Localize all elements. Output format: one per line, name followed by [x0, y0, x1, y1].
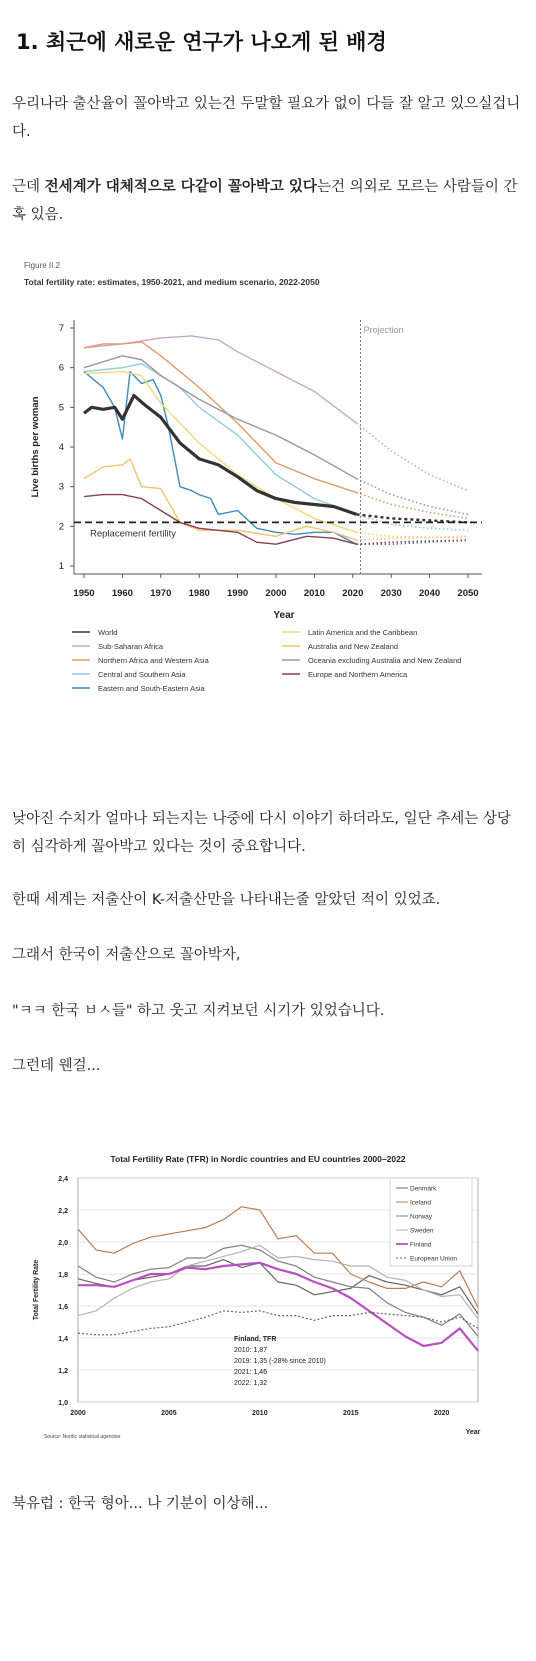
y-axis-label: Total Fertility Rate [33, 1259, 40, 1321]
x-tick-label: 2005 [161, 1410, 177, 1417]
x-tick-label: 2020 [342, 588, 364, 599]
x-tick-label: 2000 [265, 588, 287, 599]
y-tick-label: 5 [58, 402, 64, 414]
legend-label: Australia and New Zealand [308, 642, 399, 651]
y-tick-label: 1,4 [58, 1336, 68, 1343]
legend-label: Denmark [410, 1185, 437, 1193]
finland-annotation-line: 2022: 1,32 [234, 1380, 268, 1387]
y-tick-label: 1,0 [58, 1400, 68, 1407]
paragraph-global-trend [12, 173, 522, 229]
paragraph-global-trend-lead: 근데 [12, 179, 45, 195]
world-fertility-chart [12, 248, 524, 708]
y-tick-label: 1,2 [58, 1368, 68, 1375]
legend-label: Oceania excluding Australia and New Zealand [308, 656, 462, 665]
paragraph-global-trend-tail: 는건 의외로 모르는 사람들이 간혹 있음. [12, 179, 518, 223]
legend-label: Iceland [410, 1199, 431, 1207]
x-axis-label: Year [273, 610, 295, 621]
series-line [78, 1311, 478, 1335]
paragraph-trend-serious: 낮아진 수치가 얼마나 되는지는 나중에 다시 이야기 하더라도, 일단 추세는 상당히 심각하게 꼴아박고 있다는 것이 중요합니다. [12, 811, 511, 855]
series-projection [357, 423, 468, 490]
y-tick-label: 1,8 [58, 1272, 68, 1279]
x-tick-label: 2015 [342, 1410, 359, 1417]
y-tick-label: 6 [58, 362, 64, 374]
replacement-label: Replacement fertility [90, 528, 177, 540]
nordic-tfr-figure [28, 1148, 498, 1448]
paragraph-k-low-birthrate: 한때 세계는 저출산이 K-저출산만을 나타내는줄 알았던 적이 있었죠. [12, 892, 441, 908]
legend-label: Sweden [410, 1227, 434, 1235]
legend-label: Central and Southern Asia [98, 670, 186, 679]
x-tick-label: 1960 [111, 588, 133, 599]
series-projection [357, 493, 468, 519]
y-axis-label: Live births per woman [30, 396, 41, 498]
page-title: 1. 최근에 새로운 연구가 나오게 된 배경 [16, 30, 387, 54]
x-tick-label: 2010 [303, 588, 325, 599]
legend-label: Latin America and the Caribbean [308, 628, 418, 637]
series-projection [357, 540, 468, 544]
legend-label: European Union [410, 1255, 457, 1263]
paragraph-korea-drop: 그래서 한국이 저출산으로 꼴아박자, [12, 947, 241, 963]
chart-title: Total fertility rate: estimates, 1950-2021, and medium scenario, 2022-2050 [24, 277, 320, 287]
x-tick-label: 2050 [457, 588, 479, 599]
y-tick-label: 3 [58, 481, 64, 493]
x-tick-label: 2040 [419, 588, 441, 599]
y-tick-label: 2,0 [58, 1240, 68, 1247]
series-projection [357, 532, 468, 538]
x-tick-label: 1990 [227, 588, 249, 599]
finland-annotation-line: 2021: 1,46 [234, 1369, 268, 1376]
y-tick-label: 2 [58, 521, 64, 533]
legend-label: Northern Africa and Western Asia [98, 656, 209, 665]
series-projection [357, 536, 468, 540]
chart-title: Total Fertility Rate (TFR) in Nordic countries and EU countries 2000–2022 [110, 1154, 406, 1164]
legend-label: Norway [410, 1213, 433, 1221]
y-tick-label: 1 [58, 561, 64, 572]
x-tick-label: 2020 [433, 1410, 450, 1417]
x-tick-label: 2010 [252, 1410, 268, 1417]
paragraph-global-trend-emphasis: 전세계가 대체적으로 다같이 꼴아박고 있다 [44, 179, 317, 195]
figure-label: Figure II.2 [24, 261, 61, 270]
series-line [84, 372, 357, 533]
legend-label: Europe and Northern America [308, 670, 408, 679]
paragraph-nordic: 북유럽 : 한국 형아... 나 기분이 이상해... [12, 1496, 269, 1512]
world-fertility-figure [12, 248, 524, 708]
finland-annotation-line: 2010: 1,87 [234, 1347, 268, 1354]
x-tick-label: 1950 [73, 588, 95, 599]
x-tick-label: 1970 [150, 588, 172, 599]
y-tick-label: 7 [58, 323, 64, 334]
legend-label: Finland [410, 1241, 432, 1249]
x-tick-label: 1980 [188, 588, 210, 599]
legend-label: World [98, 628, 118, 637]
y-tick-label: 2,4 [58, 1176, 68, 1183]
x-tick-label: 2000 [70, 1410, 86, 1417]
legend-label: Eastern and South-Eastern Asia [98, 684, 205, 693]
x-axis-label: Year [465, 1429, 481, 1436]
y-tick-label: 1,6 [58, 1304, 68, 1311]
source-note: Source: Nordic statistical agencies [44, 1434, 121, 1440]
y-tick-label: 2,2 [58, 1208, 68, 1215]
x-tick-label: 2030 [380, 588, 402, 599]
finland-annotation-line: Finland, TFR [234, 1336, 277, 1343]
paragraph-intro: 우리나라 출산율이 꼴아박고 있는건 두말할 필요가 없이 다들 잘 알고 있으실겁니다. [12, 96, 521, 140]
paragraph-but: 그런데 웬걸... [12, 1058, 101, 1074]
nordic-tfr-chart [28, 1148, 498, 1448]
paragraph-laughing: "ㅋㅋ 한국 ㅂㅅ들" 하고 웃고 지켜보던 시기가 있었습니다. [12, 1003, 385, 1019]
finland-annotation-line: 2019: 1,35 (-28% since 2010) [234, 1358, 326, 1365]
series-line [84, 364, 357, 515]
projection-label: Projection [363, 325, 404, 335]
legend-label: Sub-Saharan Africa [98, 642, 164, 651]
y-tick-label: 4 [58, 442, 64, 453]
